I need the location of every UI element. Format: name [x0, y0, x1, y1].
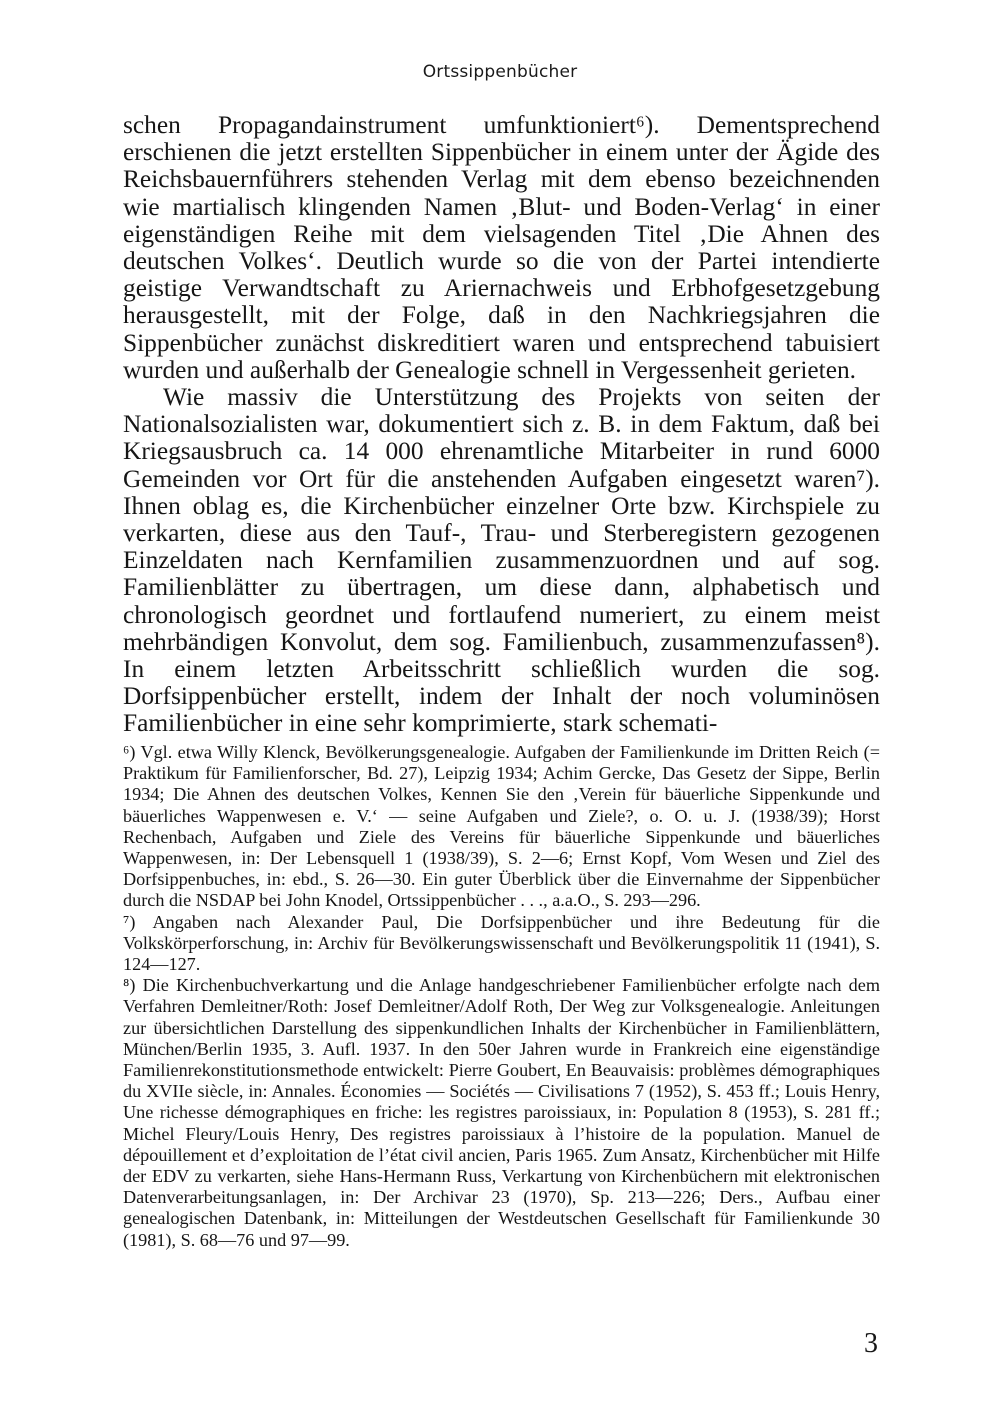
footnote-7: ⁷) Angaben nach Alexander Paul, Die Dorfsippenbücher und ihre Bedeutung für die Volkskörperforschung, in: Archiv für Bevölkerungswissenschaft und Bevölkerungspolitik 11 (1941), S. 124—127. [123, 911, 880, 975]
main-text [123, 112, 880, 738]
page-number: 3 [864, 1328, 878, 1359]
paragraph-1: schen Propagandainstrument umfunktioniert⁶). Dementsprechend erschienen die jetzt erstellten Sippenbücher in einem unter der Ägide des Reichsbauernführers stehenden Verlag mit dem ebenso bezeichnenden wie martialisch klingenden Namen ‚Blut- und Boden-Verlag‘ in einer eigenständigen Reihe mit dem vielsagenden Titel ‚Die Ahnen des deutschen Volkes‘. Deutlich wurde so die von der Partei intendierte geistige Verwandtschaft zu Ariernachweis und Erbhofgesetzgebung herausgestellt, mit der Folge, daß in den Nachkriegsjahren die Sippenbücher zunächst diskreditiert waren und entsprechend tabuisiert wurden und außerhalb der Genealogie schnell in Vergessenheit gerieten. [123, 111, 880, 384]
running-head: Ortssippenbücher [422, 62, 578, 82]
footnote-6: ⁶) Vgl. etwa Willy Klenck, Bevölkerungsgenealogie. Aufgaben der Familienkunde im Dritten Reich (= Praktikum für Familienforscher, Bd. 27), Leipzig 1934; Achim Gercke, Das Gesetz der Sippe, Berlin 1934; Die Ahnen des deutschen Volkes, Kennen Sie den ‚Verein für bäuerliche Sippenkunde und bäuerliches Wappenwesen e. V.‘ — seine Aufgaben und Ziele?, o. O. u. J. (1938/39); Horst Rechenbach, Aufgaben und Ziele des Vereins für bäuerliche Sippenkunde und bäuerliches Wappenwesen, in: Der Lebensquell 1 (1938/39), S. 2—6; Ernst Kopf, Vom Wesen und Ziel des Dorfsippenbuches, in: ebd., S. 26—30. Ein guter Überblick über die Einvernahme der Sippenbücher durch die NSDAP bei John Knodel, Ortssippenbücher . . ., a.a.O., S. 293—296. [123, 742, 880, 911]
paragraph-2: Wie massiv die Unterstützung des Projekts von seiten der Nationalsozialisten war, dokumentiert sich z. B. in dem Faktum, daß bei Kriegsausbruch ca. 14 000 ehrenamtliche Mitarbeiter in rund 6000 Gemeinden vor Ort für die anstehenden Aufgaben eingesetzt waren⁷). Ihnen oblag es, die Kirchenbücher einzelner Orte bzw. Kirchspiele zu verkarten, diese aus den Tauf-, Trau- und Sterberegistern gezogenen Einzeldaten nach Kernfamilien zusammenzuordnen und auf sog. Familienblätter zu übertragen, um diese dann, alphabetisch und chronologisch geordnet und fortlaufend numeriert, zu einem meist mehrbändigen Konvolut, dem sog. Familienbuch, zusammenzufassen⁸). In einem letzten Arbeitsschritt schließlich wurden die sog. Dorfsippenbücher erstellt, indem der Inhalt der noch voluminösen Familienbücher in eine sehr komprimierte, stark schemati- [123, 383, 880, 738]
footnote-8: ⁸) Die Kirchenbuchverkartung und die Anlage handgeschriebener Familienbücher erfolgte nach dem Verfahren Demleitner/Roth: Josef Demleitner/Adolf Roth, Der Weg zur Volksgenealogie. Anleitungen zur übersichtlichen Darstellung des sippenkundlichen Inhalts der Kirchenbücher in Familienblättern, München/Berlin 1935, 3. Aufl. 1937. In den 50er Jahren wurde in Frankreich eine eigenständige Familienrekonstitutionsmethode entwickelt: Pierre Goubert, En Beauvaisis: problèmes démographiques du XVIIe siècle, in: Annales. Économies — Sociétés — Civilisations 7 (1952), S. 453 ff.; Louis Henry, Une richesse démographiques en friche: les registres paroissiaux, in: Population 8 (1953), S. 281 ff.; Michel Fleury/Louis Henry, Des registres paroissiaux à l’histoire de la population. Manuel de dépouillement et d’exploitation de l’état civil ancien, Paris 1965. Zum Ansatz, Kirchenbücher mit Hilfe der EDV zu verkarten, siehe Hans-Hermann Russ, Verkartung von Kirchenbüchern mit elektronischen Datenverarbeitungsanlagen, in: Der Archivar 23 (1970), Sp. 213—226; Ders., Aufbau einer genealogischen Datenbank, in: Mitteilungen der Westdeutschen Gesellschaft für Familienkunde 30 (1981), S. 68—76 und 97—99. [123, 975, 880, 1250]
footnotes [123, 742, 880, 1251]
